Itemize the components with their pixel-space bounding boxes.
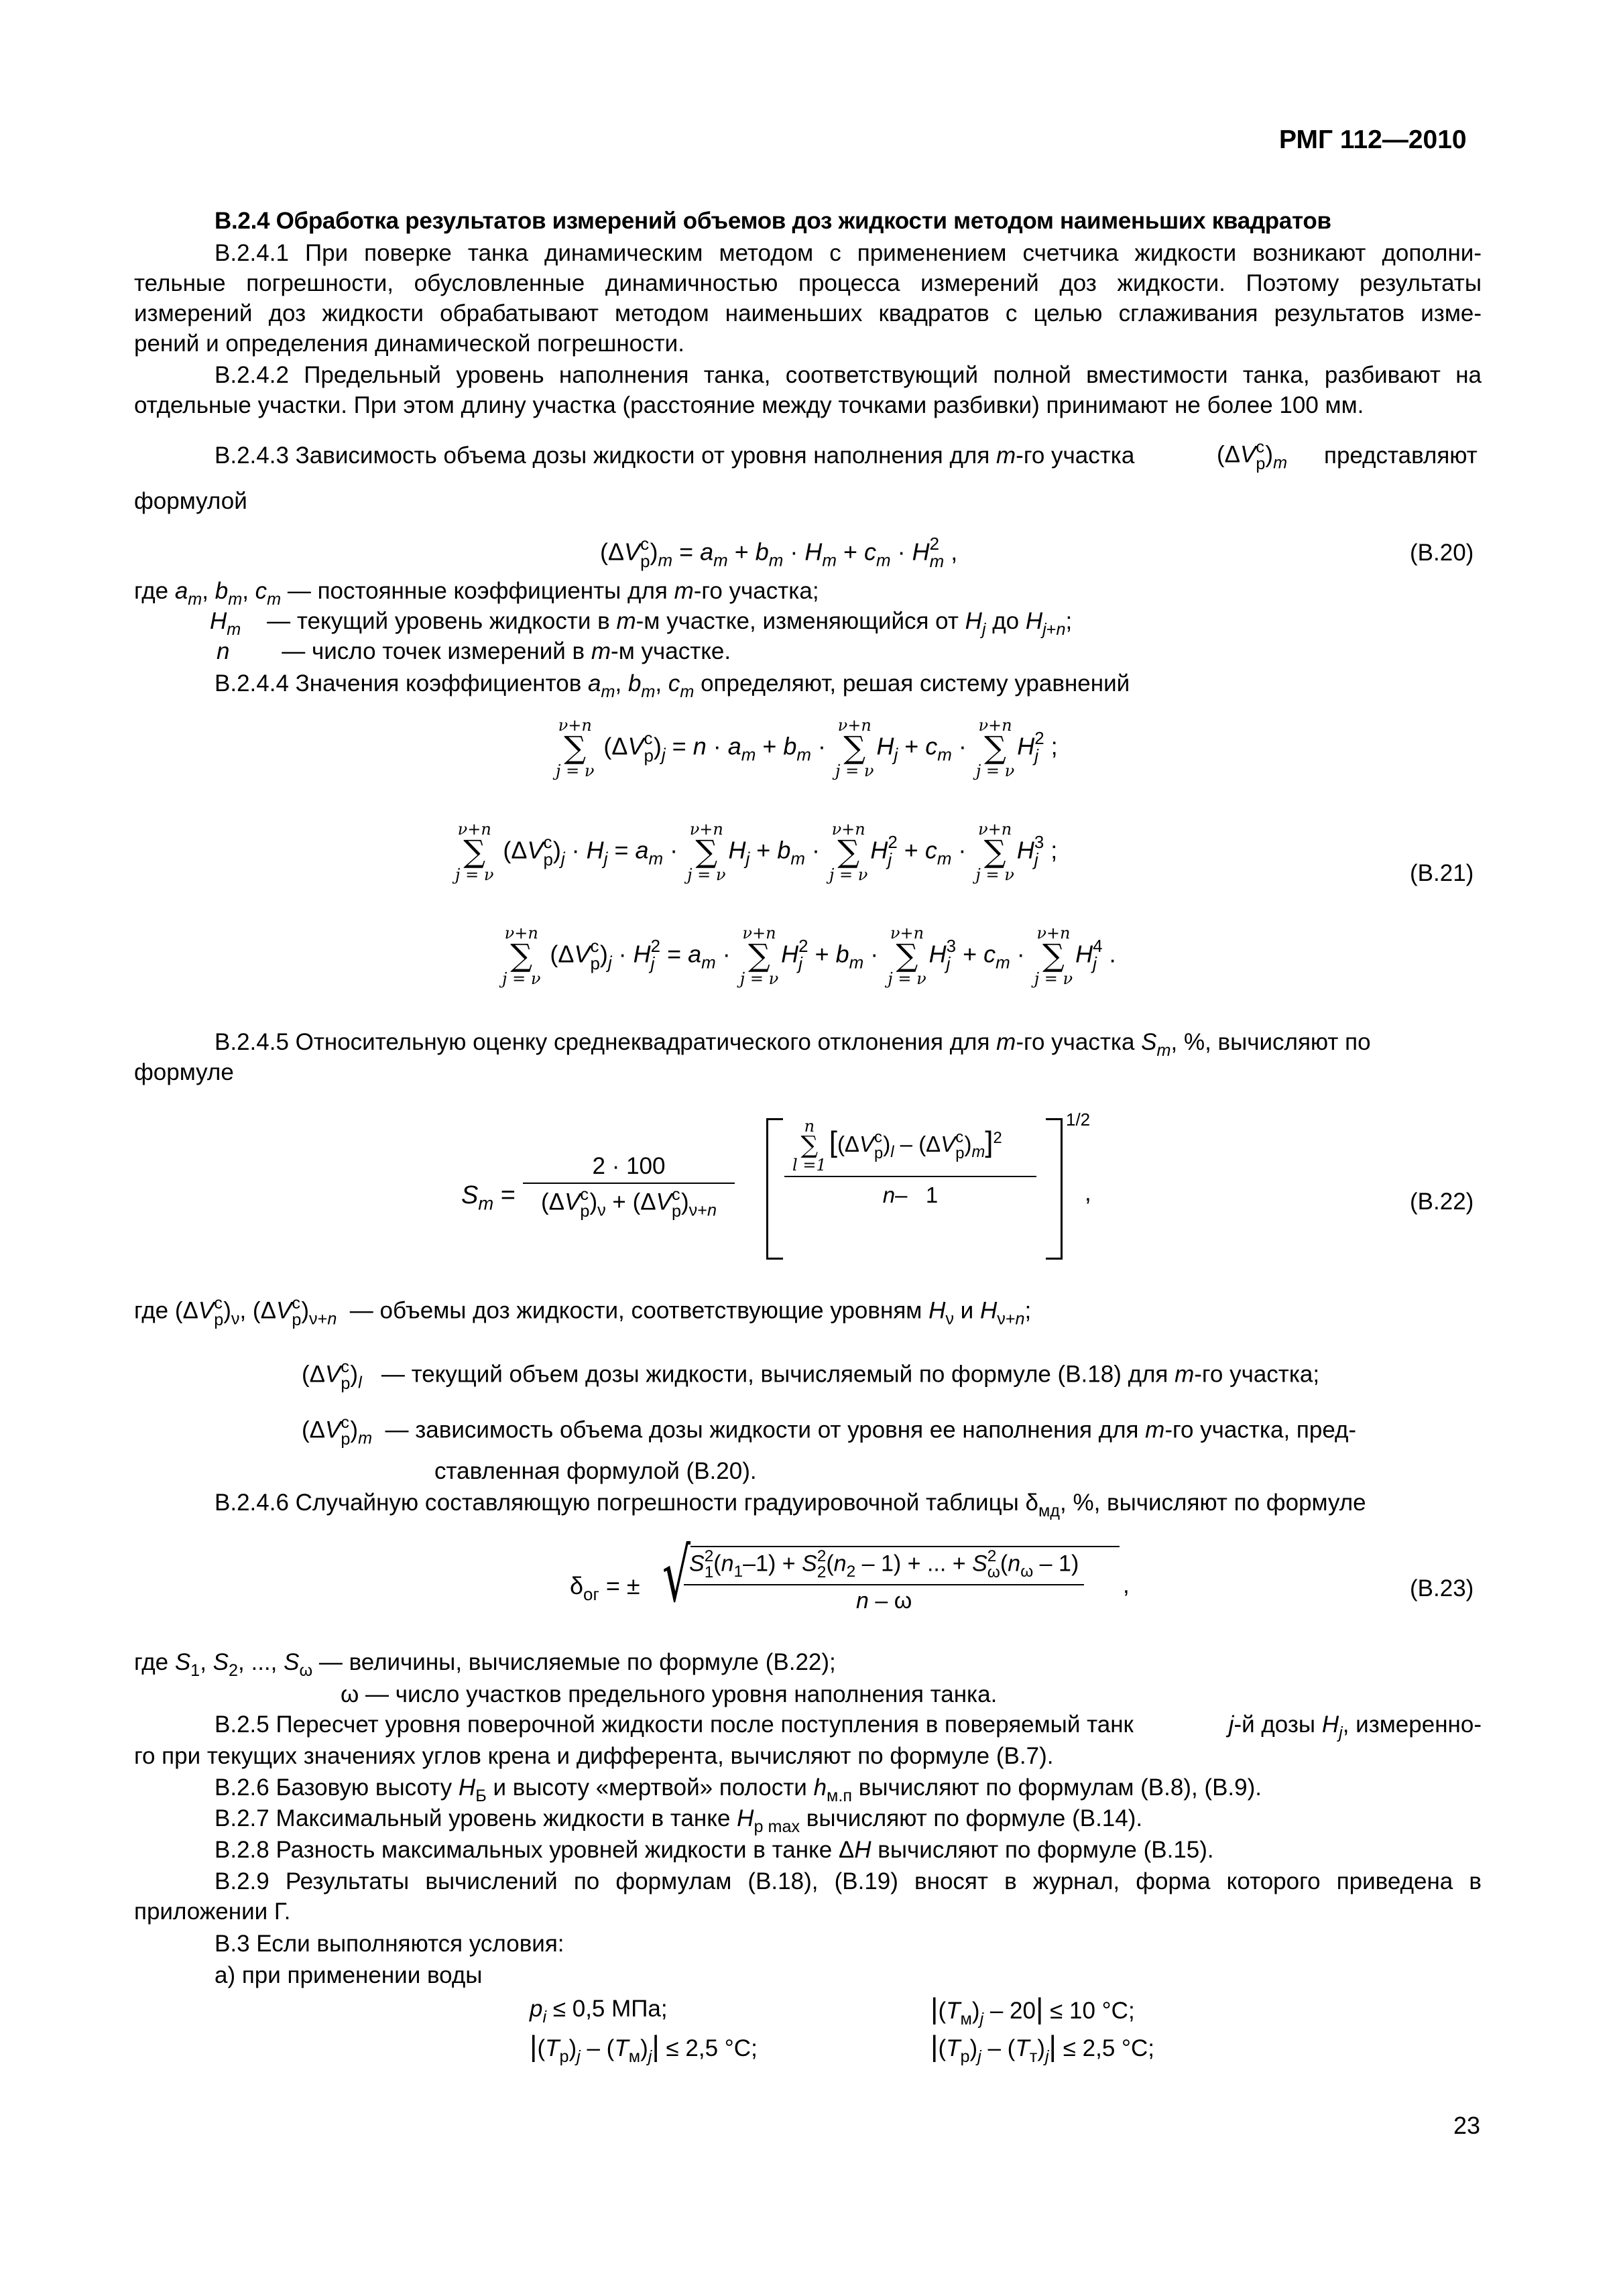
formula-b21-line2: ν+n ∑ j = ν (ΔV с р )$_j \cdot H_j = a_m$ · ν+n ∑ j = ν $H_j + b_m$ · ν+n ∑ j = ν H 2 j + $c_m$ · ν+n ∑ j = ν H 3 j ; [455,820,1058,884]
paragraph-line: а) при применении воды [215,1962,483,1988]
formula-b23-frac: S 2 1 $(n_1-1) + S$ 2 2 $(n_2 - 1)$ + ... + S 2 ω $(n_\omega - 1)$ n – ω [684,1549,1084,1614]
paragraph-line: В.3 Если выполняются условия: [215,1931,564,1957]
paragraph-line: В.2.7 Максимальный уровень жидкости в танке $H_{р max}$ вычисляют по формуле (В.14). [215,1805,1143,1836]
equation-number: (В.20) [1410,540,1474,566]
page-number: 23 [1453,2112,1481,2139]
formula-b20: (ΔV с р )$_m = a_m + b_m \cdot H_m + c_m \cdot H$ 2 m , [600,535,958,571]
formula-inline-dvm: (ΔV с р )$_m$ [1217,438,1288,474]
formula-b23-radical-bar [690,1546,1120,1547]
paragraph-line: приложении Г. [134,1898,291,1925]
paragraph-line: В.2.9 Результаты вычислений по формулам (В.18), (В.19) вносят в журнал, форма которого приведена в [215,1868,1482,1894]
paragraph-line: В.2.5 Пересчет уровня поверочной жидкости после поступления в поверяемый танк j-й дозы $H_j$, измеренно- [215,1711,1482,1742]
definition-line: где $a_m$, $b_m$, $c_m$ — постоянные коэффициенты для m-го участка; [134,578,819,609]
condition: $|(T_м)_j - 20| \le 10$ °С; [930,1992,1135,2029]
paragraph-line: отдельные участки. При этом длину участка (расстояние между точками разбивки) принимают не более 100 мм. [134,392,1364,418]
paragraph-line: В.2.4.3 Зависимость объема дозы жидкости от уровня наполнения для m-го участка [215,442,1135,469]
condition: $|(T_р)_j - (T_м)_j| \le 2,5$ °С; [530,2030,758,2066]
paragraph-line: В.2.4.4 Значения коэффициентов $a_m$, $b_m$, $c_m$ определяют, решая систему уравнений [215,670,1130,701]
definition-line: $H_m$ — текущий уровень жидкости в m-м участке, изменяющийся от $H_j$ до $H_{j+n}$; [210,608,1073,639]
formula-b22-right-bracket [1046,1118,1063,1260]
paragraph-line: В.2.4.2 Предельный уровень наполнения танка, соответствующий полной вместимости танка, разбивают на [215,362,1482,388]
formula-b22-frac1: 2 · 100 (ΔV с р )$_\nu + (\Delta V$ с р )$_{\nu+n}$ [523,1153,735,1220]
condition: $p_i \le 0,5$ МПа; [530,1996,668,2027]
formula-b22-frac2: n ∑ l =1 [(ΔV с р )$_l - (\Delta V$ с р )$_m]^2$ n– 1 [784,1118,1036,1208]
formula-b23-radical: √ [662,1532,691,1618]
paragraph-line: В.2.8 Разность максимальных уровней жидкости в танке ΔH вычисляют по формуле (В.15). [215,1837,1214,1863]
definition-line: (ΔV с р )$_l$ — текущий объем дозы жидкости, вычисляемый по формуле (В.18) для m-го участка; [302,1357,1320,1394]
equation-number: (В.22) [1410,1189,1474,1215]
definition-line: n — число точек измерений в m-м участке. [217,638,731,664]
equation-number: (В.23) [1410,1575,1474,1602]
definition-line: (ΔV с р )$_m$ — зависимость объема дозы жидкости от уровня ее наполнения для m-го участка, пред- [302,1413,1357,1449]
paragraph-line: В.2.4.6 Случайную составляющую погрешности градуировочной таблицы $\delta_{мд}$, %, вычисляют по формуле [215,1490,1366,1520]
paragraph-line: го при текущих значениях углов крена и дифферента, вычисляют по формуле (В.7). [134,1743,1054,1769]
formula-b23-comma: , [1123,1572,1130,1598]
section-title: В.2.4 Обработка результатов измерений объемов доз жидкости методом наименьших квадратов [215,208,1331,234]
equation-number: (В.21) [1410,860,1474,886]
formula-b22-comma: , [1085,1180,1091,1206]
paragraph-line: измерений доз жидкости обрабатывают методом наименьших квадратов с целью сглаживания результатов изме- [134,300,1482,326]
paragraph-line: В.2.4.5 Относительную оценку среднеквадратического отклонения для m-го участка $S_m$, %, вычисляют по [215,1029,1371,1060]
paragraph-line: формуле [134,1059,234,1085]
definition-line: ставленная формулой (В.20). [434,1458,757,1484]
definition-line: где $S_1$, $S_2$, ..., $S_\omega$ — величины, вычисляемые по формуле (В.22); [134,1649,836,1680]
paragraph-line: В.2.6 Базовую высоту $H_Б$ и высоту «мертвой» полости $h_{м.п}$ вычисляют по формулам (В.8), (В.9). [215,1774,1262,1805]
definition-line: где (ΔV с р )$_\nu$, (ΔV с р )$_{\nu+n}$ — объемы доз жидкости, соответствующие уровням $H_\nu$ и $H_{\nu+n}$; [134,1294,1032,1330]
paragraph-line: тельные погрешности, обусловленные динамичностью процесса измерений доз жидкости. Поэтому результаты [134,270,1482,296]
condition: $|(T_р)_j - (T_т)_j| \le 2,5$ °С; [930,2030,1155,2066]
formula-b23-lhs: $\delta_{ог}$ = ± [570,1572,640,1605]
formula-b21-line3: ν+n ∑ j = ν (ΔV с р )$_j \cdot H$ 2 j = $a_m$ · ν+n ∑ j = ν H 2 j + $b_m$ · ν+n ∑ j = ν H 3 j + $c_m$ · ν+n ∑ j = ν H 4 j . [502,924,1116,988]
document-code: РМГ 112—2010 [1279,125,1467,154]
paragraph-line: представляют [1324,442,1478,469]
formula-b22-left-bracket [766,1118,783,1260]
formula-b22-lhs: $S_m$ = [461,1181,516,1214]
paragraph-line: рений и определения динамической погрешности. [134,330,684,357]
paragraph-line: формулой [134,488,247,514]
formula-b22-exponent: 1/2 [1066,1109,1091,1130]
paragraph-line: В.2.4.1 При поверке танка динамическим методом с применением счетчика жидкости возникают дополни- [215,240,1482,266]
formula-b21-line1: ν+n ∑ j = ν (ΔV с р )$_j = n \cdot a_m + b_m$ · ν+n ∑ j = ν $H_j + c_m$ · ν+n ∑ j = ν H 2 j ; [556,716,1058,780]
definition-line: ω — число участков предельного уровня наполнения танка. [341,1681,998,1707]
